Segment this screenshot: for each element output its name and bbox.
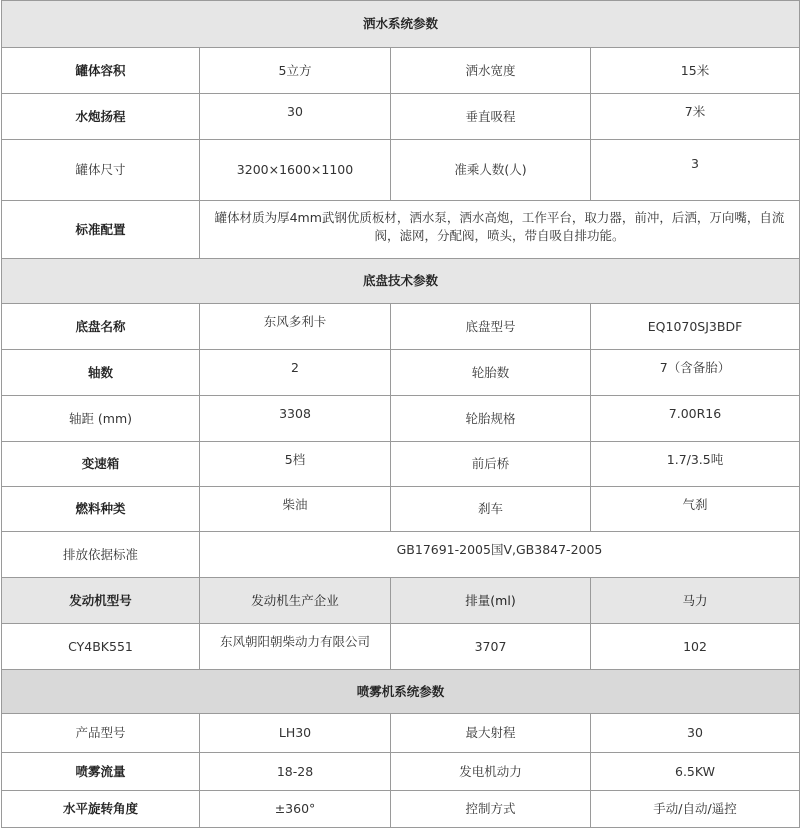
row-label: 燃料种类 [2,487,200,532]
row-label: 变速箱 [2,442,200,487]
row-value: 柴油 [200,487,391,532]
table-row [2,487,800,532]
row-label: 标准配置 [2,201,200,259]
column-header: 发动机生产企业 [200,578,391,624]
row-value: 7（含备胎） [591,350,800,396]
row-label: 轮胎规格 [391,396,591,442]
row-label: 刹车 [391,487,591,532]
row-label: 水平旋转角度 [2,791,200,828]
table-row [2,140,800,201]
row-label: 罐体尺寸 [2,140,200,201]
engine-horsepower: 102 [591,624,800,670]
section-title: 洒水系统参数 [2,1,800,48]
row-label: 前后桥 [391,442,591,487]
row-label: 准乘人数(人) [391,140,591,201]
table-row [2,48,800,94]
table-row [2,442,800,487]
table-row [2,201,800,259]
row-label: 最大射程 [391,714,591,753]
engine-header-row [2,578,800,624]
row-value: 手动/自动/遥控 [591,791,800,828]
table-row [2,753,800,791]
table-row [2,791,800,828]
row-value: LH30 [200,714,391,753]
row-value: 5立方 [200,48,391,94]
row-label: 罐体容积 [2,48,200,94]
row-value: 3 [591,140,800,201]
table-row [2,532,800,578]
table-row [2,304,800,350]
row-value: 1.7/3.5吨 [591,442,800,487]
row-value: 7.00R16 [591,396,800,442]
row-value: 气刹 [591,487,800,532]
row-value: 6.5KW [591,753,800,791]
row-label: 控制方式 [391,791,591,828]
row-label: 洒水宽度 [391,48,591,94]
row-label: 底盘名称 [2,304,200,350]
section-title: 喷雾机系统参数 [2,670,800,714]
row-value: ±360° [200,791,391,828]
row-value: 30 [200,94,391,140]
section-header-water [2,1,800,48]
engine-model: CY4BK551 [2,624,200,670]
row-label: 底盘型号 [391,304,591,350]
row-label: 轴数 [2,350,200,396]
column-header: 排量(ml) [391,578,591,624]
engine-manufacturer: 东风朝阳朝柴动力有限公司 [200,624,391,670]
column-header: 马力 [591,578,800,624]
row-value: EQ1070SJ3BDF [591,304,800,350]
table-row [2,396,800,442]
row-label: 水炮扬程 [2,94,200,140]
table-row [2,350,800,396]
row-value: 30 [591,714,800,753]
row-label: 产品型号 [2,714,200,753]
engine-displacement: 3707 [391,624,591,670]
row-value: 东风多利卡 [200,304,391,350]
row-label: 排放依据标准 [2,532,200,578]
row-value: 7米 [591,94,800,140]
section-title: 底盘技术参数 [2,259,800,304]
table-row [2,714,800,753]
standard-config-value: 罐体材质为厚4mm武钢优质板材，洒水泵，洒水高炮，工作平台，取力器，前冲，后洒，万向嘴，自流阀，滤网，分配阀，喷头，带自吸自排功能。 [200,201,800,259]
row-label: 垂直吸程 [391,94,591,140]
row-value: 18-28 [200,753,391,791]
row-value: 3200×1600×1100 [200,140,391,201]
row-value: 3308 [200,396,391,442]
spec-table [1,0,800,828]
row-value: 5档 [200,442,391,487]
table-row [2,624,800,670]
table-row [2,94,800,140]
row-label: 喷雾流量 [2,753,200,791]
row-label: 发电机动力 [391,753,591,791]
row-label: 轮胎数 [391,350,591,396]
section-header-chassis [2,259,800,304]
column-header: 发动机型号 [2,578,200,624]
row-label: 轴距 (mm) [2,396,200,442]
section-header-sprayer [2,670,800,714]
row-value: 2 [200,350,391,396]
row-value: 15米 [591,48,800,94]
emission-standard-value: GB17691-2005国Ⅴ,GB3847-2005 [200,532,800,578]
